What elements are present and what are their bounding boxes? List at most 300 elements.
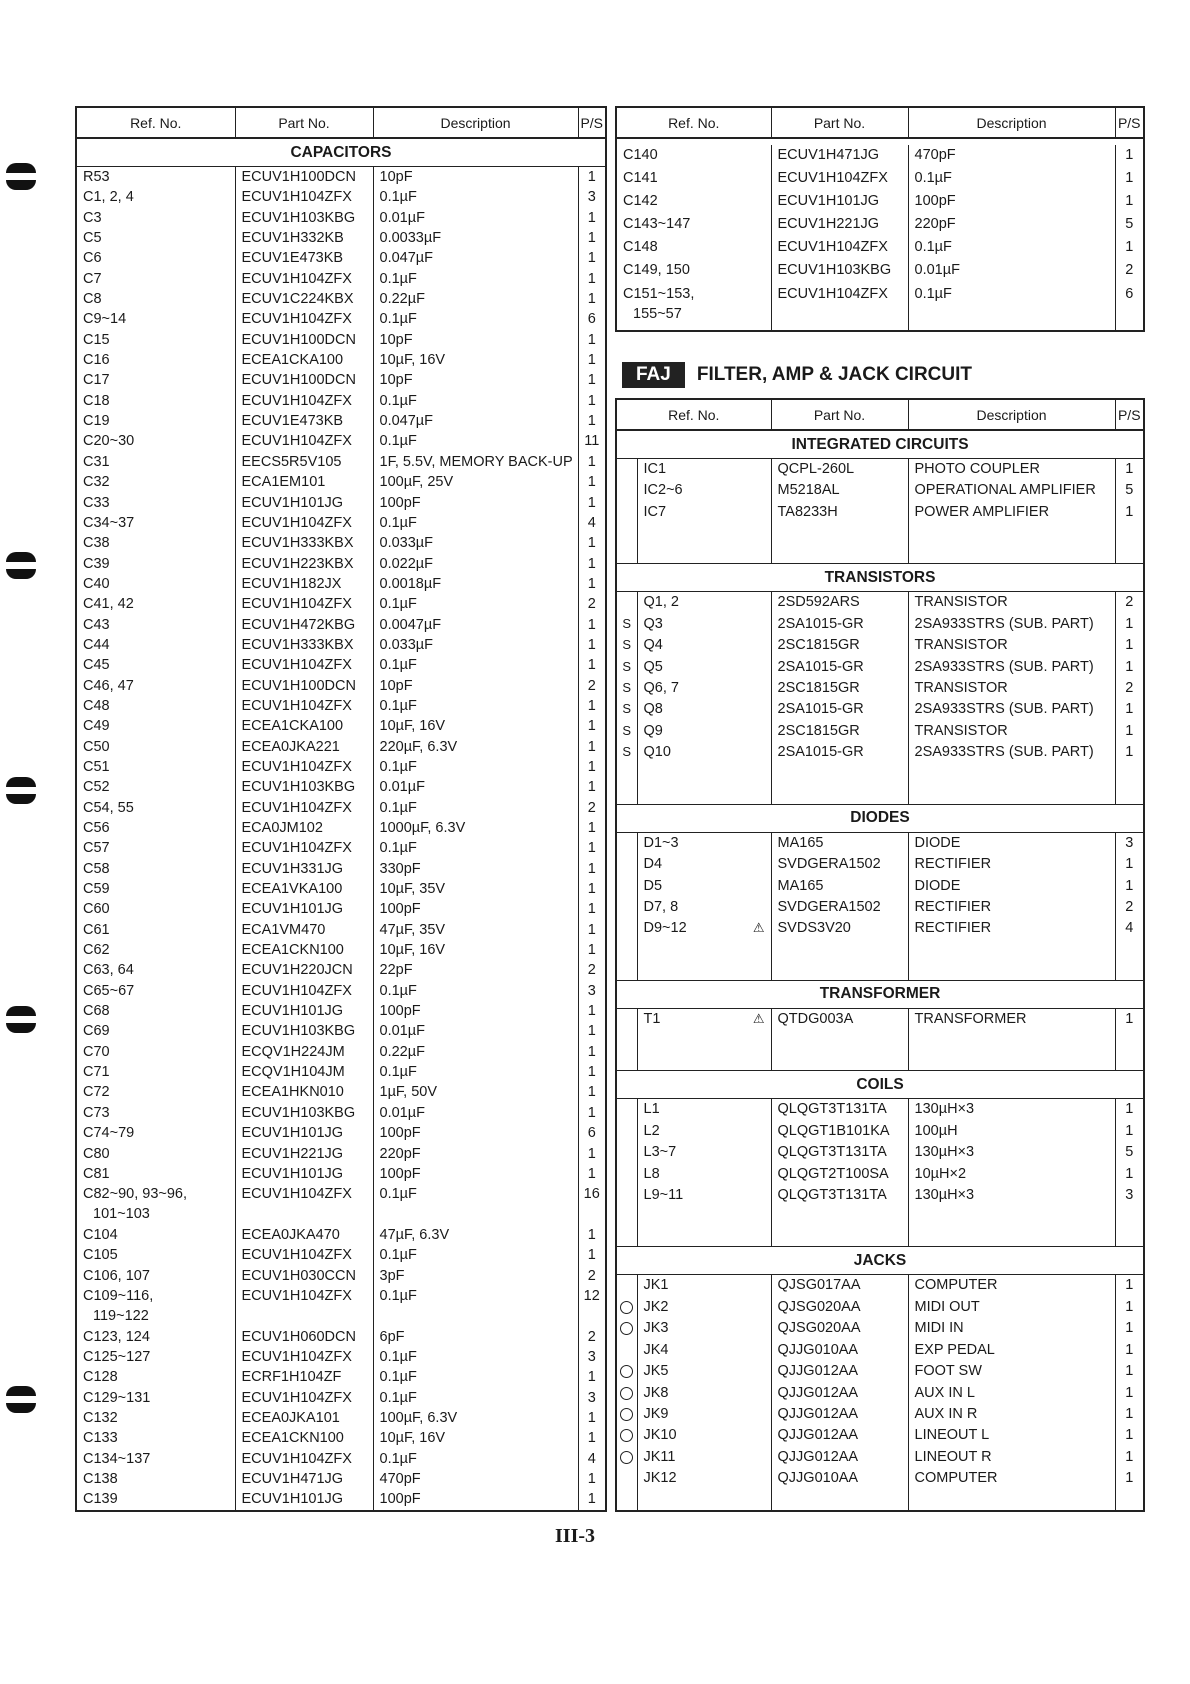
part-no: QLQGT3T131TA xyxy=(771,1099,908,1121)
part-no: ECUV1H100DCN xyxy=(235,370,373,390)
description: 100pF xyxy=(373,493,578,513)
ps-quantity: 1 xyxy=(578,899,606,919)
ref-no-cell xyxy=(76,696,235,716)
ref-no: Q4 xyxy=(643,637,663,654)
table-row xyxy=(76,309,606,329)
ref-no-cell xyxy=(76,1042,235,1062)
ps-quantity: 11 xyxy=(578,431,606,451)
ref-no-cell xyxy=(76,1123,235,1143)
ref-no-cell xyxy=(76,1021,235,1041)
description: 0.0018µF xyxy=(373,574,578,594)
ref-no-cell xyxy=(637,1275,771,1297)
header-description: Description xyxy=(908,107,1115,138)
ref-no-cell xyxy=(637,1383,771,1404)
punch-hole-mark xyxy=(6,1386,36,1413)
table-row xyxy=(76,798,606,818)
description: DIODE xyxy=(908,832,1115,854)
description: RECTIFIER xyxy=(908,854,1115,875)
ps-quantity: 1 xyxy=(578,350,606,370)
description: 3pF xyxy=(373,1266,578,1286)
ref-no: Q5 xyxy=(643,658,663,675)
part-no: ECUV1H104ZFX xyxy=(235,757,373,777)
part-no: ECUV1H331JG xyxy=(235,859,373,879)
ps-quantity: 3 xyxy=(578,1347,606,1367)
mark-cell xyxy=(616,1099,637,1121)
description: 2SA933STRS (SUB. PART) xyxy=(908,657,1115,678)
header-ps: P/S xyxy=(1115,399,1144,430)
ref-no-cell xyxy=(76,960,235,980)
ref-no-cell xyxy=(76,777,235,797)
part-no: ECUV1H104ZFX xyxy=(235,431,373,451)
description: COMPUTER xyxy=(908,1275,1115,1297)
ref-no: IC2~6 xyxy=(643,482,683,499)
part-no: QJJG012AA xyxy=(771,1404,908,1425)
ref-no-continued: 119~122 xyxy=(93,1307,149,1324)
table-row xyxy=(76,1184,606,1225)
ref-no-continued: 101~103 xyxy=(93,1206,150,1223)
description: 100pF xyxy=(373,899,578,919)
table-row xyxy=(76,493,606,513)
table-row xyxy=(76,1021,606,1041)
ref-no: JK1 xyxy=(643,1277,669,1294)
part-no: ECUV1H104ZFX xyxy=(235,1347,373,1367)
part-no: QJJG012AA xyxy=(771,1383,908,1404)
part-no: ECUV1H472KBG xyxy=(235,615,373,635)
circle-mark-icon xyxy=(620,1387,633,1400)
table-row xyxy=(616,168,1144,191)
description: 330pF xyxy=(373,859,578,879)
table-row xyxy=(616,876,1144,897)
description: 0.1µF xyxy=(373,187,578,207)
table-row xyxy=(616,832,1144,854)
ps-quantity: 1 xyxy=(578,838,606,858)
part-no: ECUV1H100DCN xyxy=(235,167,373,188)
description: PHOTO COUPLER xyxy=(908,459,1115,481)
ref-no: C6 xyxy=(83,250,102,267)
table-row xyxy=(76,696,606,716)
part-no: TA8233H xyxy=(771,502,908,523)
description: 0.1µF xyxy=(373,838,578,858)
table-row xyxy=(76,554,606,574)
description: 0.22µF xyxy=(373,289,578,309)
ps-quantity: 1 xyxy=(578,1021,606,1041)
ps-quantity: 1 xyxy=(578,554,606,574)
ps-quantity: 3 xyxy=(578,981,606,1001)
part-no: ECEA0JKA101 xyxy=(235,1408,373,1428)
ref-no-continued: 155~57 xyxy=(633,305,682,322)
part-no: ECQV1H104JM xyxy=(235,1062,373,1082)
description: TRANSISTOR xyxy=(908,678,1115,699)
ps-quantity: 1 xyxy=(578,940,606,960)
ps-quantity: 1 xyxy=(578,920,606,940)
mark-cell xyxy=(616,1008,637,1030)
ref-no: C141 xyxy=(623,170,658,187)
ref-no: C49 xyxy=(83,718,110,735)
ps-quantity: 1 xyxy=(578,1489,606,1509)
ref-no-cell xyxy=(637,592,771,614)
faj-section-heading xyxy=(622,362,972,388)
ref-no: C50 xyxy=(83,738,110,755)
part-no: ECEA1CKN100 xyxy=(235,1428,373,1448)
table-row xyxy=(76,391,606,411)
table-row xyxy=(616,145,1144,168)
table-row xyxy=(76,1469,606,1489)
description: 0.033µF xyxy=(373,635,578,655)
ref-no: C59 xyxy=(83,881,110,898)
circle-mark-icon xyxy=(620,1301,633,1314)
ps-quantity: 1 xyxy=(578,208,606,228)
mark-cell xyxy=(616,1383,637,1404)
part-no: ECUV1H104ZFX xyxy=(235,1245,373,1265)
ps-quantity: 1 xyxy=(1115,1297,1144,1318)
ref-no: C128 xyxy=(83,1369,118,1386)
table-row xyxy=(76,208,606,228)
table-row xyxy=(616,614,1144,635)
part-no: ECUV1H104ZFX xyxy=(235,269,373,289)
mark-cell xyxy=(616,1121,637,1142)
ref-no: C106, 107 xyxy=(83,1267,150,1284)
mark-cell xyxy=(616,918,637,939)
ref-no: T1 xyxy=(643,1010,661,1027)
table-row xyxy=(76,1367,606,1387)
part-no: ECUV1H104ZFX xyxy=(771,237,908,260)
part-no: ECUV1H101JG xyxy=(235,493,373,513)
ref-no-cell xyxy=(637,1297,771,1318)
ps-quantity: 1 xyxy=(1115,191,1144,214)
part-no: QJSG020AA xyxy=(771,1318,908,1339)
part-no: M5218AL xyxy=(771,480,908,501)
table-row xyxy=(76,777,606,797)
table-row xyxy=(76,940,606,960)
punch-hole-mark xyxy=(6,552,36,579)
part-no: MA165 xyxy=(771,876,908,897)
ref-no: C71 xyxy=(83,1064,110,1081)
part-no: ECUV1H100DCN xyxy=(235,330,373,350)
table-row xyxy=(616,1142,1144,1163)
ref-no-cell xyxy=(76,1428,235,1448)
ref-no-cell xyxy=(76,1225,235,1245)
part-no: ECEA0JKA221 xyxy=(235,737,373,757)
ref-no: C105 xyxy=(83,1247,118,1264)
ref-no-cell xyxy=(637,1404,771,1425)
circle-mark-icon xyxy=(620,1451,633,1464)
description: 0.1µF xyxy=(373,1449,578,1469)
description: 0.1µF xyxy=(373,391,578,411)
page-number: III-3 xyxy=(555,1525,596,1547)
ref-no-cell xyxy=(76,513,235,533)
table-row xyxy=(76,1266,606,1286)
mark-cell: S xyxy=(622,658,632,674)
ref-no: C7 xyxy=(83,270,102,287)
part-no: QLQGT1B101KA xyxy=(771,1121,908,1142)
ref-no-cell xyxy=(76,1184,235,1225)
ref-no-cell xyxy=(76,330,235,350)
ps-quantity: 1 xyxy=(1115,1008,1144,1030)
ref-no: C68 xyxy=(83,1003,110,1020)
ps-quantity: 1 xyxy=(578,1245,606,1265)
part-no: ECUV1H104ZFX xyxy=(235,594,373,614)
table-row xyxy=(616,459,1144,481)
ref-no-cell xyxy=(616,168,771,191)
part-no: QTDG003A xyxy=(771,1008,908,1030)
ref-no: JK3 xyxy=(643,1320,669,1337)
table-row xyxy=(616,918,1144,939)
table-row xyxy=(76,635,606,655)
part-no: ECUV1H103KBG xyxy=(235,1103,373,1123)
ref-no: C73 xyxy=(83,1104,110,1121)
part-no: ECUV1H223KBX xyxy=(235,554,373,574)
section-title-capacitors: CAPACITORS xyxy=(76,138,606,167)
mark-cell xyxy=(616,1142,637,1163)
description: OPERATIONAL AMPLIFIER xyxy=(908,480,1115,501)
ref-no-cell xyxy=(76,533,235,553)
ps-quantity: 1 xyxy=(578,411,606,431)
part-no: SVDGERA1502 xyxy=(771,897,908,918)
ref-no: C104 xyxy=(83,1226,118,1243)
description: 0.1µF xyxy=(908,284,1115,330)
ref-no: JK11 xyxy=(643,1448,676,1465)
description: 0.1µF xyxy=(373,1347,578,1367)
ref-no: C5 xyxy=(83,230,102,247)
mark-cell xyxy=(616,1425,637,1446)
ps-quantity: 1 xyxy=(1115,1383,1144,1404)
ps-quantity: 6 xyxy=(578,1123,606,1143)
ref-no: D9~12 xyxy=(643,920,687,937)
ref-no-cell xyxy=(76,798,235,818)
table-row xyxy=(616,1275,1144,1297)
safety-warning-icon: ⚠ xyxy=(752,920,765,936)
ps-quantity: 4 xyxy=(578,513,606,533)
mark-cell: S xyxy=(622,637,632,653)
ref-no-cell xyxy=(616,284,771,330)
description: TRANSISTOR xyxy=(908,721,1115,742)
part-no: ECUV1H104ZFX xyxy=(235,798,373,818)
description: 10µF, 16V xyxy=(373,716,578,736)
table-row xyxy=(616,237,1144,260)
part-no: ECUV1H104ZFX xyxy=(771,168,908,191)
ref-no-cell xyxy=(76,452,235,472)
description: 0.1µF xyxy=(373,696,578,716)
table-row xyxy=(616,1468,1144,1490)
ref-no: Q9 xyxy=(643,722,663,739)
description: 470pF xyxy=(908,145,1115,168)
ref-no: L3~7 xyxy=(643,1144,677,1161)
part-no: ECEA0JKA470 xyxy=(235,1225,373,1245)
mark-cell xyxy=(616,459,637,481)
ps-quantity: 1 xyxy=(1115,1468,1144,1490)
table-row xyxy=(76,1062,606,1082)
ps-quantity: 1 xyxy=(578,493,606,513)
table-row xyxy=(616,635,1144,656)
ref-no-cell xyxy=(637,1468,771,1490)
ref-no-cell xyxy=(76,187,235,207)
ps-quantity: 5 xyxy=(1115,214,1144,237)
description: 0.1µF xyxy=(373,1388,578,1408)
ps-quantity: 1 xyxy=(1115,1404,1144,1425)
ps-quantity: 1 xyxy=(578,1042,606,1062)
ref-no: Q6, 7 xyxy=(643,680,679,697)
part-no: QJSG017AA xyxy=(771,1275,908,1297)
ref-no: JK2 xyxy=(643,1298,669,1315)
ref-no-cell xyxy=(76,859,235,879)
description: 0.022µF xyxy=(373,554,578,574)
part-no: ECUV1H333KBX xyxy=(235,533,373,553)
ps-quantity: 1 xyxy=(578,1001,606,1021)
ps-quantity: 1 xyxy=(1115,237,1144,260)
punch-hole-mark xyxy=(6,1006,36,1033)
ps-quantity: 1 xyxy=(578,370,606,390)
ref-no: C56 xyxy=(83,820,110,836)
ps-quantity: 1 xyxy=(578,859,606,879)
table-row xyxy=(616,1185,1144,1206)
header-ref-no: Ref. No. xyxy=(616,107,771,138)
table-row xyxy=(76,1042,606,1062)
ref-no-cell xyxy=(637,742,771,763)
section-title: TRANSISTORS xyxy=(616,564,1144,592)
part-no: SVDGERA1502 xyxy=(771,854,908,875)
mark-cell: S xyxy=(622,744,632,760)
ps-quantity: 2 xyxy=(578,1266,606,1286)
table-row xyxy=(616,1297,1144,1318)
description: 0.1µF xyxy=(373,1245,578,1265)
mark-cell: S xyxy=(622,615,632,631)
description: 10µF, 16V xyxy=(373,350,578,370)
ref-no: C19 xyxy=(83,413,110,430)
table-row xyxy=(616,191,1144,214)
ref-no-cell xyxy=(637,721,771,742)
ref-no: JK9 xyxy=(643,1406,669,1422)
ref-no-cell xyxy=(76,574,235,594)
ref-no: C134~137 xyxy=(83,1450,151,1467)
ref-no-cell xyxy=(637,1185,771,1206)
ps-quantity: 1 xyxy=(1115,1318,1144,1339)
ref-no: C39 xyxy=(83,555,110,572)
description: AUX IN R xyxy=(908,1404,1115,1425)
ref-no: D4 xyxy=(643,856,663,873)
description: RECTIFIER xyxy=(908,897,1115,918)
ref-no-cell xyxy=(76,676,235,696)
part-no: ECUV1H471JG xyxy=(235,1469,373,1489)
part-no: QJJG010AA xyxy=(771,1468,908,1490)
ref-no: R53 xyxy=(83,169,110,185)
description: RECTIFIER xyxy=(908,918,1115,939)
description: 0.1µF xyxy=(908,168,1115,191)
ref-no-cell xyxy=(637,1361,771,1382)
part-no: ECUV1H103KBG xyxy=(235,777,373,797)
ref-no-cell xyxy=(616,191,771,214)
description: 0.1µF xyxy=(373,1184,578,1225)
part-no: ECEA1CKN100 xyxy=(235,940,373,960)
table-row xyxy=(616,480,1144,501)
ref-no-cell xyxy=(76,940,235,960)
table-row xyxy=(76,269,606,289)
ref-no: JK5 xyxy=(643,1363,669,1380)
ref-no: C142 xyxy=(623,193,658,210)
table-row xyxy=(76,574,606,594)
description: 220µF, 6.3V xyxy=(373,737,578,757)
ref-no-cell xyxy=(637,1008,771,1030)
ps-quantity: 1 xyxy=(1115,876,1144,897)
table-row xyxy=(616,699,1144,720)
ref-no: C20~30 xyxy=(83,433,135,450)
ref-no-cell xyxy=(76,757,235,777)
ps-quantity: 2 xyxy=(1115,678,1144,699)
ref-no-cell xyxy=(616,237,771,260)
mark-cell xyxy=(616,1164,637,1185)
ps-quantity: 3 xyxy=(1115,832,1144,854)
description: 2SA933STRS (SUB. PART) xyxy=(908,614,1115,635)
ref-no: D5 xyxy=(643,877,663,894)
mark-cell xyxy=(616,1318,637,1339)
filter-amp-jack-parts-table xyxy=(615,398,1145,1512)
description: 6pF xyxy=(373,1327,578,1347)
table-row xyxy=(76,228,606,248)
table-row xyxy=(76,167,606,188)
part-no: ECUV1H104ZFX xyxy=(771,284,908,330)
table-row xyxy=(76,513,606,533)
circle-mark-icon xyxy=(620,1408,633,1421)
ref-no: JK4 xyxy=(643,1341,669,1358)
ref-no-cell xyxy=(637,614,771,635)
ref-no-cell xyxy=(637,897,771,918)
ref-no-cell xyxy=(76,879,235,899)
ps-quantity: 1 xyxy=(1115,168,1144,191)
ref-no: C58 xyxy=(83,860,110,877)
ps-quantity: 1 xyxy=(1115,1164,1144,1185)
ps-quantity: 1 xyxy=(1115,1275,1144,1297)
description: TRANSFORMER xyxy=(908,1008,1115,1030)
ref-no-cell xyxy=(76,228,235,248)
description: 2SA933STRS (SUB. PART) xyxy=(908,699,1115,720)
part-no: ECUV1H104ZFX xyxy=(235,1286,373,1327)
description: 0.1µF xyxy=(373,431,578,451)
table-row xyxy=(616,214,1144,237)
faj-title: FILTER, AMP & JACK CIRCUIT xyxy=(696,364,973,385)
part-no: ECUV1H103KBG xyxy=(235,208,373,228)
part-no: ECUV1H100DCN xyxy=(235,676,373,696)
table-row xyxy=(76,1103,606,1123)
part-no: 2SC1815GR xyxy=(771,678,908,699)
part-no: ECUV1H332KB xyxy=(235,228,373,248)
ref-no-cell xyxy=(76,248,235,268)
ref-no: C65~67 xyxy=(83,982,135,999)
description: 0.22µF xyxy=(373,1042,578,1062)
ps-quantity: 1 xyxy=(578,330,606,350)
ref-no: C9~14 xyxy=(83,311,127,328)
ps-quantity: 1 xyxy=(578,1428,606,1448)
ref-no: Q8 xyxy=(643,701,663,718)
description: FOOT SW xyxy=(908,1361,1115,1382)
ps-quantity: 1 xyxy=(578,1164,606,1184)
ref-no: Q1, 2 xyxy=(643,594,679,611)
ref-no-cell xyxy=(616,260,771,283)
ref-no: C52 xyxy=(83,779,110,796)
mark-cell xyxy=(616,592,637,614)
table-row xyxy=(76,452,606,472)
part-no: ECUV1H103KBG xyxy=(771,260,908,283)
ref-no-cell xyxy=(616,214,771,237)
ref-no-cell xyxy=(76,716,235,736)
table-row xyxy=(616,657,1144,678)
description: 47µF, 6.3V xyxy=(373,1225,578,1245)
description: DIODE xyxy=(908,876,1115,897)
ref-no-cell xyxy=(76,1367,235,1387)
ref-no: C139 xyxy=(83,1491,118,1508)
part-no: ECUV1H101JG xyxy=(235,1164,373,1184)
mark-cell xyxy=(616,1361,637,1382)
ref-no: C46, 47 xyxy=(83,677,134,694)
part-no: QJJG012AA xyxy=(771,1361,908,1382)
